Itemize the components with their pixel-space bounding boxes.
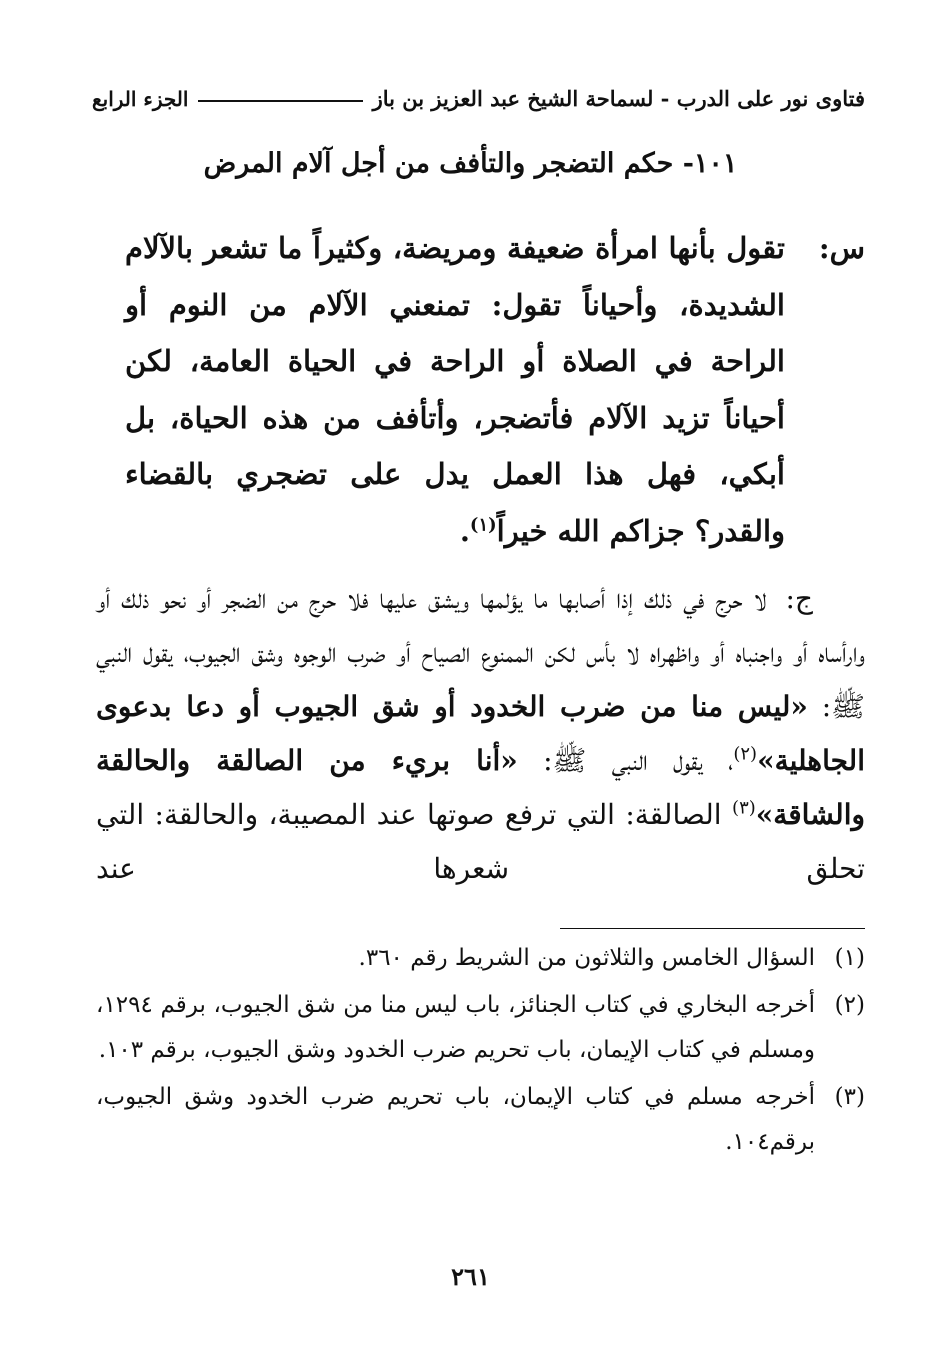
hadith-1: «ليس منا من ضرب الخدود أو شق الجيوب أو دعا بدعوى الجاهلية» bbox=[96, 690, 865, 777]
hadith-2: «أنا بريء من الصالقة والحالقة والشاقة» bbox=[96, 744, 866, 831]
footnote-ref-3: (٣) bbox=[732, 797, 756, 819]
footnote-text: أخرجه مسلم في كتاب الإيمان، باب تحريم ضرب الخدود وشق الجيوب، برقم١٠٤. bbox=[96, 1084, 815, 1155]
volume-label: الجزء الرابع bbox=[92, 87, 189, 111]
answer-block bbox=[96, 572, 865, 896]
answer-marker: ج: bbox=[785, 582, 813, 615]
footnote-number: (٣) bbox=[834, 1084, 865, 1110]
question-marker: س: bbox=[818, 231, 865, 265]
answer-part-2: ، يقول النبي ﷺ: bbox=[543, 744, 734, 777]
footnotes bbox=[96, 936, 865, 1165]
footnote-number: (٢) bbox=[834, 992, 865, 1018]
book-title: فتاوى نور على الدرب - لسماحة الشيخ عبد العزيز بن باز bbox=[372, 86, 865, 111]
footnote-1 bbox=[96, 936, 865, 981]
question-body: تقول بأنها امرأة ضعيفة ومريضة، وكثيراً ما تشعر بالآلام الشديدة، وأحياناً تقول: تمنعني الآلام من النوم أو الراحة في الصلاة أو الراحة في الحياة العامة، لكن أحياناً تزيد الآلام فأتضجر، وأتأفف من هذه الحياة، بل أبكي، فهل هذا العمل يدل على تضجري بالقضاء والقدر؟ جزاكم الله خيراً bbox=[125, 231, 785, 548]
answer-part-3: الصالقة: التي ترفع صوتها عند المصيبة، والحالقة: التي تحلق شعرها عند bbox=[96, 798, 865, 885]
footnote-text: السؤال الخامس والثلاثون من الشريط رقم ٣٦٠. bbox=[358, 945, 815, 971]
header-rule bbox=[198, 100, 362, 102]
page-number: ٢٦١ bbox=[451, 1262, 490, 1291]
question-text bbox=[125, 220, 785, 559]
footnote-3 bbox=[96, 1075, 865, 1165]
fatwa-title: ١٠١- حكم التضجر والتأفف من أجل آلام المرض bbox=[203, 148, 738, 179]
footnote-separator bbox=[560, 928, 865, 929]
footnote-ref-1: (١) bbox=[469, 513, 497, 535]
running-header bbox=[92, 86, 865, 111]
footnote-ref-2: (٢) bbox=[733, 743, 758, 765]
answer-part-1: لا حرج في ذلك إذا أصابها ما يؤلمها ويشق عليها فلا حرج من الضجر أو نحو ذلك أو وارأساه أو واجنباه أو واظهراه لا بأس لكن الممنوع الصياح أو ضرب الوجوه وشق الجيوب، يقول النبي ﷺ: bbox=[96, 582, 865, 723]
question-end: . bbox=[459, 513, 470, 548]
question-block bbox=[125, 220, 865, 559]
footnote-number: (١) bbox=[834, 945, 865, 971]
footnote-text: أخرجه البخاري في كتاب الجنائز، باب ليس منا من شق الجيوب، برقم ١٢٩٤، ومسلم في كتاب الإيمان، باب تحريم ضرب الخدود وشق الجيوب، برقم ١٠٣. bbox=[96, 992, 815, 1063]
footnote-2 bbox=[96, 983, 865, 1073]
